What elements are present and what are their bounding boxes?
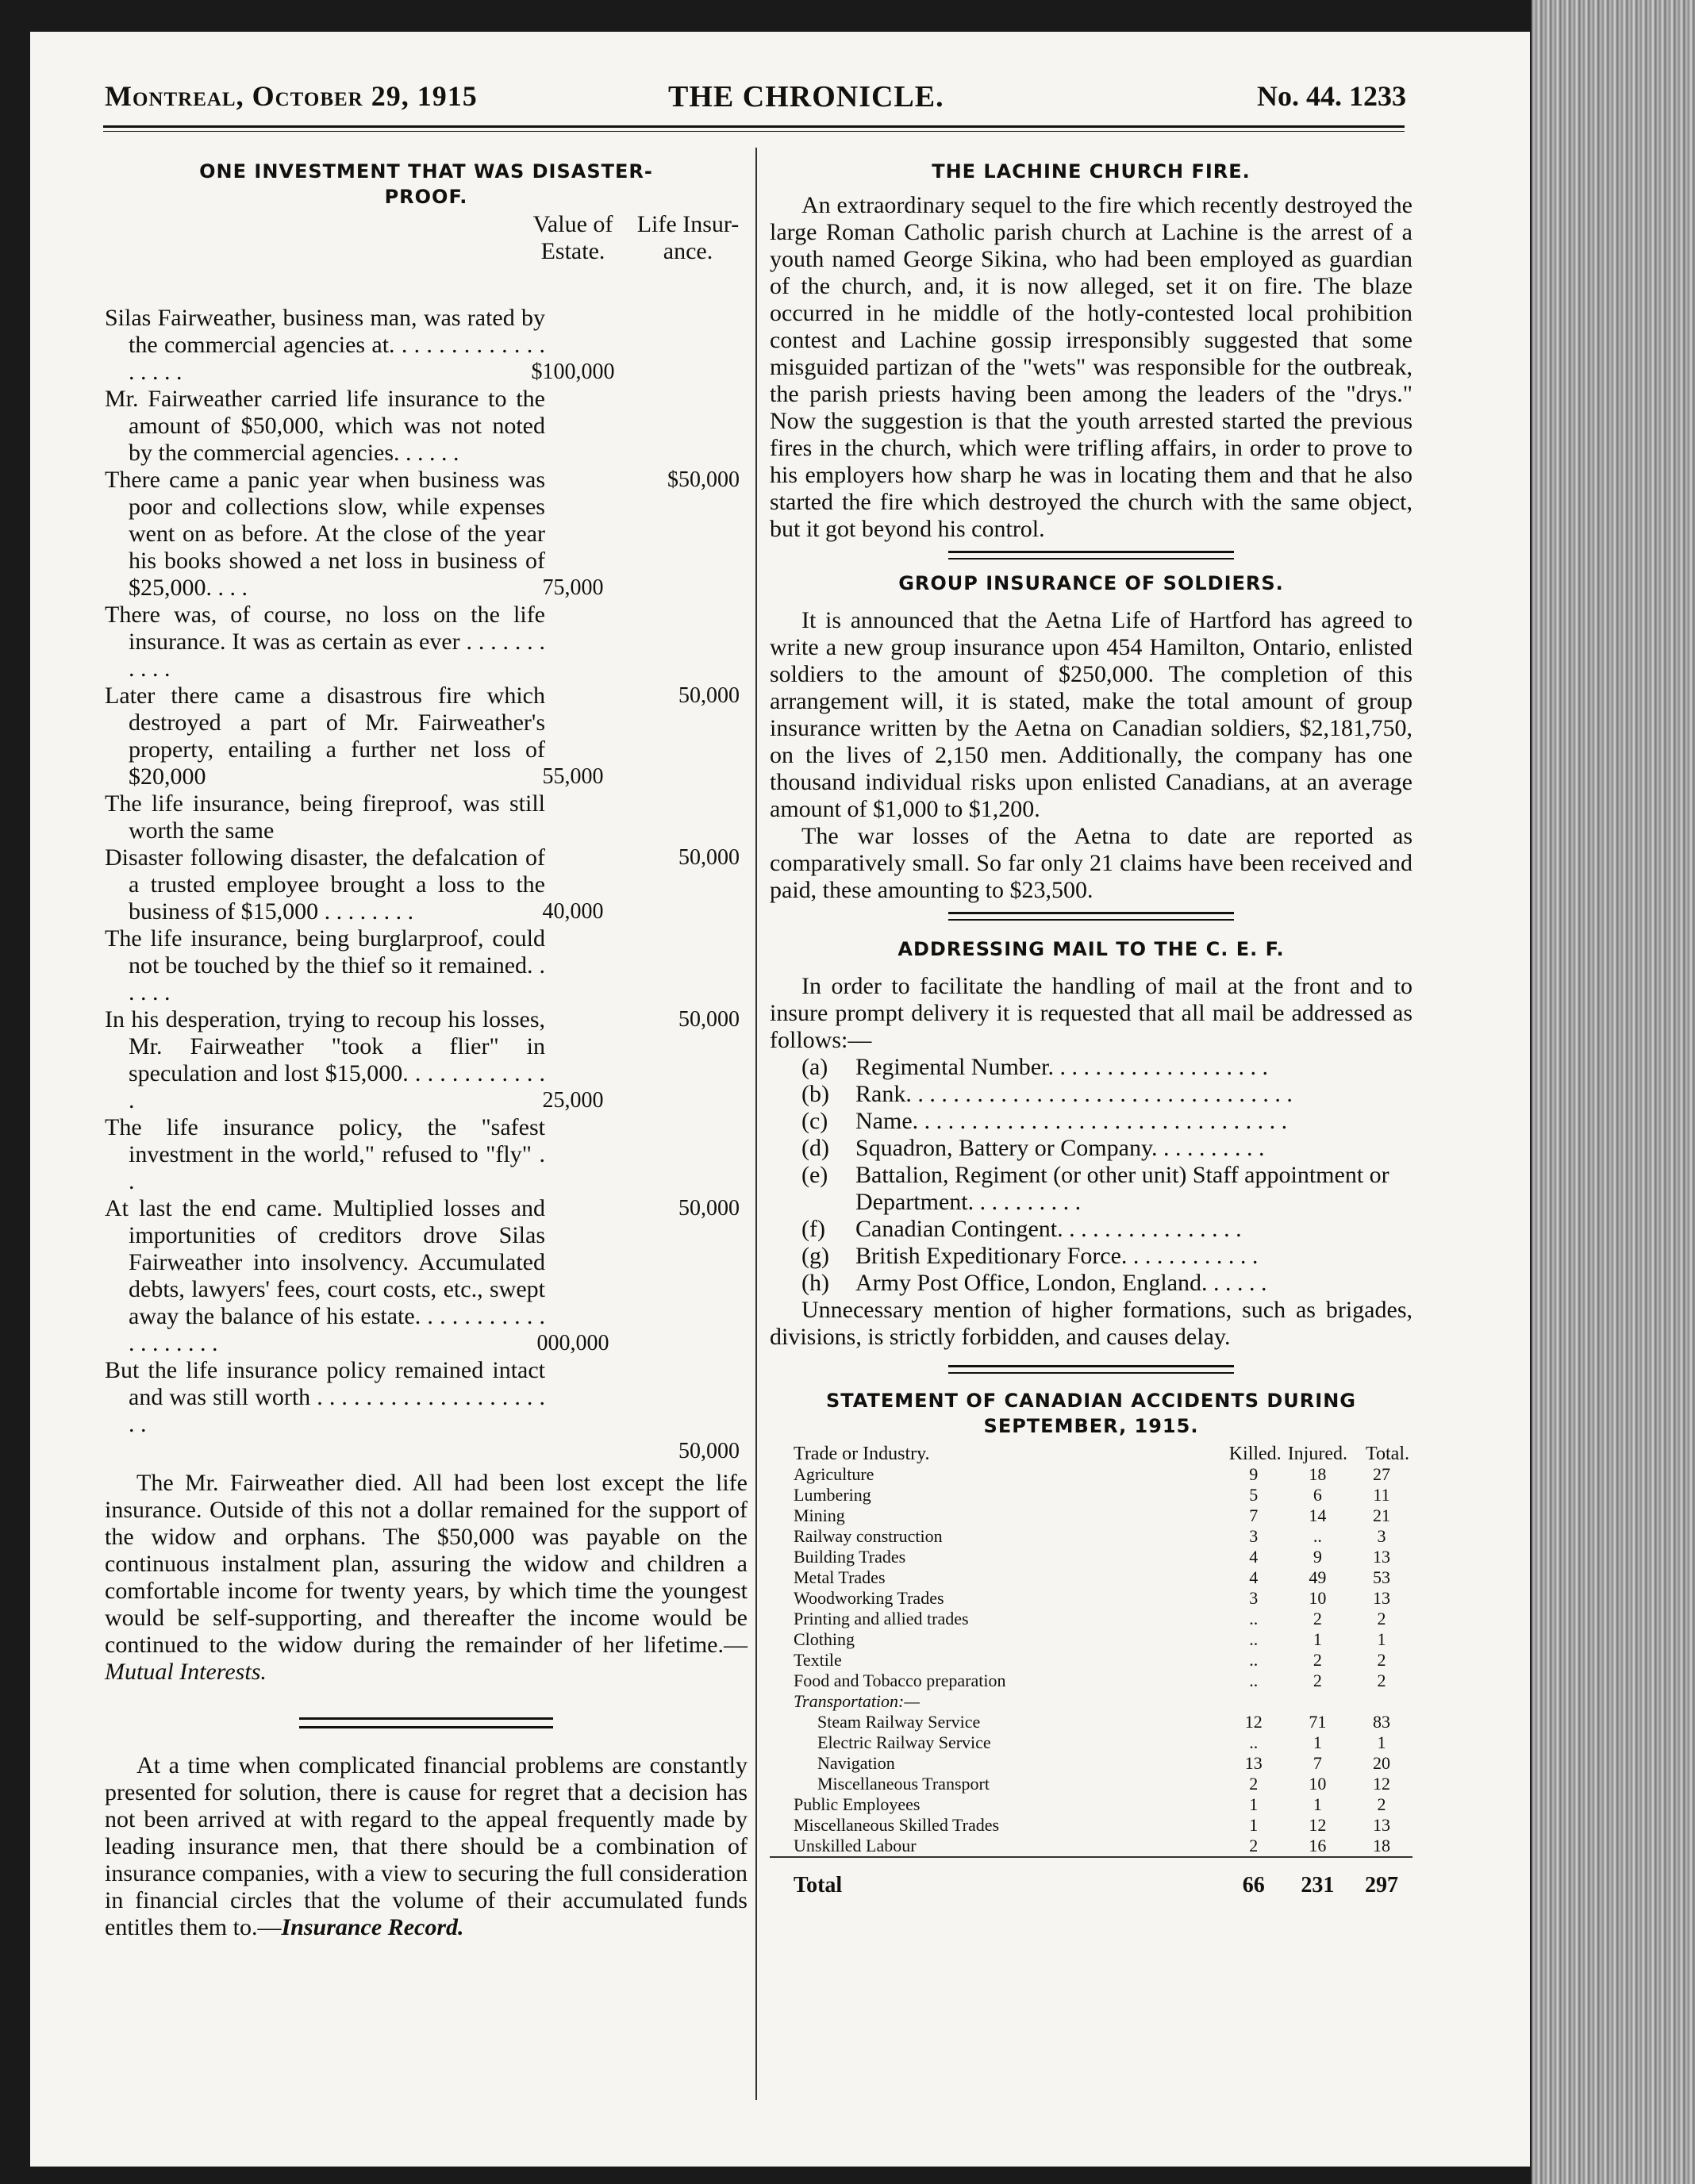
accident-killed: 2 <box>1249 1836 1259 1855</box>
insurance-record-source: Insurance Record. <box>281 1914 464 1940</box>
mail-heading: ADDRESSING MAIL TO THE C. E. F. <box>897 938 1285 960</box>
investment-row-life: 50,000 <box>678 683 740 708</box>
accident-total: 20 <box>1373 1753 1390 1773</box>
investment-row-text: Silas Fairweather, business man, was rated by the commercial agencies at. . . . . . . . . . . . . . . . . . <box>105 305 545 385</box>
accident-killed: 4 <box>1249 1567 1259 1587</box>
accidents-row <box>770 1836 1412 1857</box>
accident-total: 21 <box>1373 1505 1390 1525</box>
accident-injured <box>1285 1691 1351 1712</box>
accident-injured: 6 <box>1313 1485 1322 1505</box>
accident-total: 2 <box>1377 1671 1386 1690</box>
group-paragraph-2: The war losses of the Aetna to date are reported as comparatively small. So far only 21 claims have been received and paid, these amounting to $23,500. <box>770 823 1412 903</box>
investment-row-value: 25,000 <box>542 1088 604 1113</box>
investment-row-value: $100,000 <box>531 360 615 384</box>
investment-row-text: The life insurance, being burglarproof, could not be touched by the thief so it remained. . . . . . <box>105 925 545 1005</box>
accident-injured: 9 <box>1313 1547 1322 1567</box>
investment-row <box>105 682 748 790</box>
accidents-row <box>770 1629 1412 1650</box>
accident-trade: Lumbering <box>794 1485 871 1505</box>
investment-row-text: There was, of course, no loss on the life insurance. It was as certain as ever . . . . . . . . . . . <box>105 602 545 682</box>
investment-row <box>105 1006 748 1114</box>
investment-row-life: 50,000 <box>678 1196 740 1221</box>
mail-item-text: Squadron, Battery or Company. . . . . . . . . . <box>855 1135 1265 1161</box>
column-rule <box>755 148 757 2100</box>
accident-total: 1 <box>1377 1629 1386 1649</box>
accidents-row <box>770 1464 1412 1485</box>
accidents-header-row <box>770 1444 1412 1464</box>
accident-injured: 2 <box>1313 1609 1322 1628</box>
investment-conclusion <box>105 1470 748 1686</box>
accident-killed: 13 <box>1244 1753 1263 1773</box>
left-column <box>105 159 748 1941</box>
investment-row <box>105 305 748 386</box>
accidents-row <box>770 1505 1412 1526</box>
accidents-row <box>770 1650 1412 1671</box>
accident-total: 53 <box>1373 1567 1390 1587</box>
accident-trade: Printing and allied trades <box>794 1609 969 1628</box>
mail-item <box>801 1081 1412 1108</box>
accident-total: 3 <box>1377 1526 1386 1546</box>
accident-total: 2 <box>1377 1609 1386 1628</box>
running-head <box>73 79 1406 119</box>
accidents-row <box>770 1732 1412 1753</box>
accident-injured: 14 <box>1309 1505 1327 1525</box>
investment-row <box>105 602 748 708</box>
accidents-row <box>770 1671 1412 1691</box>
accident-killed: .. <box>1249 1609 1259 1628</box>
investment-row-value: 75,000 <box>542 575 604 600</box>
accidents-row <box>770 1815 1412 1836</box>
accident-injured: 16 <box>1309 1836 1327 1855</box>
accidents-row <box>770 1691 1412 1712</box>
accident-killed: 3 <box>1249 1526 1259 1546</box>
accident-trade: Food and Tobacco preparation <box>794 1671 1006 1690</box>
mail-item-text: Battalion, Regiment (or other unit) Staff appointment or Department. . . . . . . . . . <box>855 1162 1389 1215</box>
accident-total: 11 <box>1373 1485 1390 1505</box>
mail-address-list <box>801 1054 1412 1297</box>
accident-total: 13 <box>1373 1547 1390 1567</box>
mail-item <box>801 1243 1412 1270</box>
accident-total: 83 <box>1373 1712 1390 1732</box>
group-paragraph-1: It is announced that the Aetna Life of Hartford has agreed to write a new group insurance upon 454 Hamilton, Ontario, enlisted soldiers to the amount of $250,000. The completion of this arrangement will, it is stated, make the total amount of group insurance written by the Aetna on Canadian soldiers, $2,181,750, on the lives of 2,150 men. Additionally, the company has one thousand individual risks upon enlisted Canadians, at an average amount of $1,000 to $1,200. <box>770 607 1412 822</box>
investment-row <box>105 925 748 1032</box>
accident-injured: 10 <box>1309 1774 1327 1794</box>
accident-injured: 12 <box>1309 1815 1327 1835</box>
accident-trade: Woodworking Trades <box>794 1588 944 1608</box>
accidents-row <box>770 1547 1412 1567</box>
investment-table <box>105 305 748 1463</box>
header-rule <box>103 125 1405 132</box>
accident-killed: 4 <box>1249 1547 1259 1567</box>
investment-title-1: ONE INVESTMENT THAT WAS DISASTER- <box>199 160 653 183</box>
investment-heading <box>105 159 748 210</box>
accident-trade: Public Employees <box>794 1794 921 1814</box>
conclusion-text: The Mr. Fairweather died. All had been lost except the life insurance. Outside of this not a dollar remained for the support of the widow and orphans. The $50,000 was payable on the continuous instalment plan, assuring the widow and children a comfortable income for twenty years, by which time the youngest would be self-supporting, and thereafter the income would be continued to the widow during the remainder of her lifetime.— <box>105 1470 748 1658</box>
investment-title-2: PROOF. <box>384 186 468 208</box>
separator <box>948 551 1234 559</box>
accident-total: 1 <box>1377 1732 1386 1752</box>
accident-injured: 1 <box>1313 1629 1322 1649</box>
accident-total-killed: 66 <box>1223 1857 1285 1896</box>
investment-row-text: Later there came a disastrous fire which destroyed a part of Mr. Fairweather's property, entailing a further net loss of $20,000 <box>105 682 545 790</box>
investment-row <box>105 844 748 925</box>
header-killed: Killed. <box>1228 1444 1282 1464</box>
investment-row-value: 40,000 <box>542 899 604 924</box>
accident-killed: 12 <box>1244 1712 1263 1732</box>
accidents-title-2: SEPTEMBER, 1915. <box>983 1415 1199 1437</box>
accidents-row <box>770 1588 1412 1609</box>
accident-killed <box>1223 1691 1285 1712</box>
investment-row-life: $50,000 <box>667 467 740 492</box>
accident-injured: 49 <box>1309 1567 1327 1587</box>
mail-outro: Unnecessary mention of higher formations, such as brigades, divisions, is strictly forbidden, and causes delay. <box>770 1297 1412 1350</box>
accident-killed: 5 <box>1249 1485 1259 1505</box>
investment-row <box>105 1114 748 1221</box>
header-title: THE CHRONICLE. <box>668 80 944 113</box>
header-issue: No. 44. 1233 <box>1257 80 1406 112</box>
accident-trade: Navigation <box>817 1753 895 1773</box>
separator <box>299 1717 553 1728</box>
accident-trade: Unskilled Labour <box>794 1836 917 1855</box>
accident-killed: .. <box>1249 1671 1259 1690</box>
accident-injured: .. <box>1313 1526 1322 1546</box>
separator <box>948 1365 1234 1374</box>
accident-killed: 3 <box>1249 1588 1259 1608</box>
accident-trade: Miscellaneous Transport <box>817 1774 990 1794</box>
accidents-row <box>770 1753 1412 1774</box>
accidents-row <box>770 1712 1412 1732</box>
accident-injured: 7 <box>1313 1753 1322 1773</box>
col-value-of-estate: Value of Estate. <box>532 211 613 264</box>
accident-trade: Textile <box>794 1650 842 1670</box>
accident-killed: 1 <box>1249 1794 1259 1814</box>
accident-total: 13 <box>1373 1588 1390 1608</box>
investment-row <box>105 1195 748 1357</box>
accident-trade: Agriculture <box>794 1464 874 1484</box>
investment-row-life: 50,000 <box>678 1439 740 1463</box>
investment-row <box>105 467 748 602</box>
mail-intro: In order to facilitate the handling of mail at the front and to insure prompt delivery it is requested that all mail be addressed as follows:— <box>770 973 1412 1053</box>
right-column <box>770 159 1412 1896</box>
header-date: Montreal, October 29, 1915 <box>105 80 478 112</box>
accident-total: 2 <box>1377 1650 1386 1670</box>
mail-item-text: Rank. . . . . . . . . . . . . . . . . . . . . . . . . . . . . . . . . <box>855 1081 1293 1107</box>
mail-item-letter: (b) <box>801 1081 829 1107</box>
accidents-row <box>770 1485 1412 1505</box>
accident-injured: 2 <box>1313 1671 1322 1690</box>
accident-injured: 1 <box>1313 1732 1322 1752</box>
investment-row <box>105 1357 748 1463</box>
mail-item-text: Canadian Contingent. . . . . . . . . . . . . . . . <box>855 1216 1242 1242</box>
accident-total-injured: 231 <box>1285 1857 1351 1896</box>
accidents-row <box>770 1526 1412 1547</box>
separator <box>948 912 1234 921</box>
investment-row <box>105 790 748 870</box>
accident-killed: 1 <box>1249 1815 1259 1835</box>
mail-item-text: Army Post Office, London, England. . . . . . <box>855 1270 1267 1296</box>
accidents-row <box>770 1567 1412 1588</box>
accident-trade: Railway construction <box>794 1526 943 1546</box>
book-page-edges <box>1532 0 1695 2184</box>
mail-item <box>801 1054 1412 1081</box>
accidents-total-row <box>770 1857 1412 1896</box>
accident-total: 2 <box>1377 1794 1386 1814</box>
accident-killed: 2 <box>1249 1774 1259 1794</box>
accident-total: 27 <box>1373 1464 1390 1484</box>
conclusion-source: Mutual Interests. <box>105 1659 267 1685</box>
accident-killed: 9 <box>1249 1464 1259 1484</box>
accidents-heading <box>770 1388 1412 1439</box>
accidents-row <box>770 1794 1412 1815</box>
accident-trade: Building Trades <box>794 1547 906 1567</box>
mail-item-letter: (h) <box>801 1270 829 1296</box>
investment-row-text: The life insurance, being fireproof, was still worth the same <box>105 790 545 844</box>
accident-total: 18 <box>1373 1836 1390 1855</box>
investment-row-text: But the life insurance policy remained intact and was still worth . . . . . . . . . . . . . . . . . . . . . <box>105 1357 545 1437</box>
mail-item <box>801 1162 1412 1216</box>
accident-total: 13 <box>1373 1815 1390 1835</box>
accident-killed: .. <box>1249 1732 1259 1752</box>
lachine-heading: THE LACHINE CHURCH FIRE. <box>932 160 1251 183</box>
accident-injured: 18 <box>1309 1464 1327 1484</box>
investment-row-text: Disaster following disaster, the defalcation of a trusted employee brought a loss to the business of $15,000 . . . . . . . . <box>105 844 545 925</box>
accidents-title-1: STATEMENT OF CANADIAN ACCIDENTS DURING <box>826 1390 1356 1412</box>
accident-trade: Transportation:— <box>794 1691 920 1711</box>
accident-total-total: 297 <box>1351 1857 1412 1896</box>
insurance-record-paragraph <box>105 1752 748 1941</box>
accidents-table <box>770 1444 1412 1896</box>
accident-trade: Clothing <box>794 1629 855 1649</box>
mail-item <box>801 1135 1412 1162</box>
header-trade: Trade or Industry. <box>794 1444 930 1464</box>
accident-total: 12 <box>1373 1774 1390 1794</box>
accident-injured: 10 <box>1309 1588 1327 1608</box>
col-life-insurance: Life Insur- ance. <box>636 211 740 264</box>
group-heading: GROUP INSURANCE OF SOLDIERS. <box>898 572 1284 594</box>
accident-killed: 7 <box>1249 1505 1259 1525</box>
mail-item-letter: (g) <box>801 1243 829 1269</box>
investment-column-heads <box>105 210 748 305</box>
investment-row-text: In his desperation, trying to recoup his losses, Mr. Fairweather "took a flier" in speculation and lost $15,000. . . . . . . . . . . . . <box>105 1006 545 1113</box>
mail-item-text: British Expeditionary Force. . . . . . . . . . . . <box>855 1243 1259 1269</box>
mail-item-letter: (c) <box>801 1108 828 1134</box>
header-injured: Injured. <box>1287 1444 1347 1464</box>
investment-row-text: There came a panic year when business was poor and collections slow, while expenses went on as before. At the close of the year his books showed a net loss in business of $25,000. . . . <box>105 467 545 601</box>
investment-row-text: At last the end came. Multiplied losses and importunities of creditors drove Silas Fairweather into insolvency. Accumulated debts, lawyers' fees, court costs, etc., swept away the balance of his estate. . . . . . . . . . . . . . . . . . . <box>105 1195 545 1356</box>
insurance-record-text: At a time when complicated financial problems are constantly presented for solution, there is cause for regret that a decision has not been arrived at with regard to the appeal frequently made by leading insurance men, that there should be a combination of insurance companies, with a view to securing the full consideration in financial circles that the volume of their accumulated funds entitles them to.— <box>105 1752 748 1940</box>
accident-total-label: Total <box>770 1857 1223 1896</box>
investment-row-value: 000,000 <box>536 1331 609 1355</box>
mail-item-letter: (d) <box>801 1135 829 1161</box>
investment-row-life: 50,000 <box>678 845 740 870</box>
investment-row-value: 55,000 <box>542 764 604 789</box>
accident-total <box>1351 1691 1412 1712</box>
accident-injured: 2 <box>1313 1650 1322 1670</box>
investment-row-life: 50,000 <box>678 1007 740 1032</box>
investment-row-text: The life insurance policy, the "safest investment in the world," refused to "fly" . . <box>105 1114 545 1194</box>
accident-trade: Miscellaneous Skilled Trades <box>794 1815 1000 1835</box>
accident-killed: .. <box>1249 1629 1259 1649</box>
accident-killed: .. <box>1249 1650 1259 1670</box>
mail-item <box>801 1270 1412 1297</box>
investment-row <box>105 386 748 492</box>
accident-trade: Mining <box>794 1505 845 1525</box>
mail-item-letter: (f) <box>801 1216 825 1242</box>
accident-trade: Steam Railway Service <box>817 1712 981 1732</box>
accidents-row <box>770 1774 1412 1794</box>
mail-item-letter: (a) <box>801 1054 828 1080</box>
mail-item-text: Regimental Number. . . . . . . . . . . . . . . . . . . <box>855 1054 1268 1080</box>
lachine-text: An extraordinary sequel to the fire which recently destroyed the large Roman Catholic parish church at Lachine is the arrest of a youth named George Sikina, who had been employed as guardian of the church, and, it is now alleged, set it on fire. The blaze occurred in he middle of the hotly-contested local prohibition contest and Lachine gossip irresponsibly suggested that some misguided partizan of the "wets" was responsible for the outbreak, the parish priests having been among the leaders of the "drys." Now the suggestion is that the youth arrested started the previous fires in the church, which were trifling affairs, in order to prove to his employers how sharp he was in locating them and that he also started the fire which destroyed the church with the same object, but it got beyond his control. <box>770 192 1412 542</box>
mail-item <box>801 1216 1412 1243</box>
accident-injured: 1 <box>1313 1794 1322 1814</box>
investment-row-text: Mr. Fairweather carried life insurance to the amount of $50,000, which was not noted by the commercial agencies. . . . . . <box>105 386 545 466</box>
accidents-row <box>770 1609 1412 1629</box>
mail-item-text: Name. . . . . . . . . . . . . . . . . . . . . . . . . . . . . . . . <box>855 1108 1288 1134</box>
mail-item-letter: (e) <box>801 1162 828 1188</box>
mail-item <box>801 1108 1412 1135</box>
accident-injured: 71 <box>1309 1712 1327 1732</box>
accident-trade: Electric Railway Service <box>817 1732 991 1752</box>
header-total: Total. <box>1366 1444 1409 1464</box>
accident-trade: Metal Trades <box>794 1567 886 1587</box>
